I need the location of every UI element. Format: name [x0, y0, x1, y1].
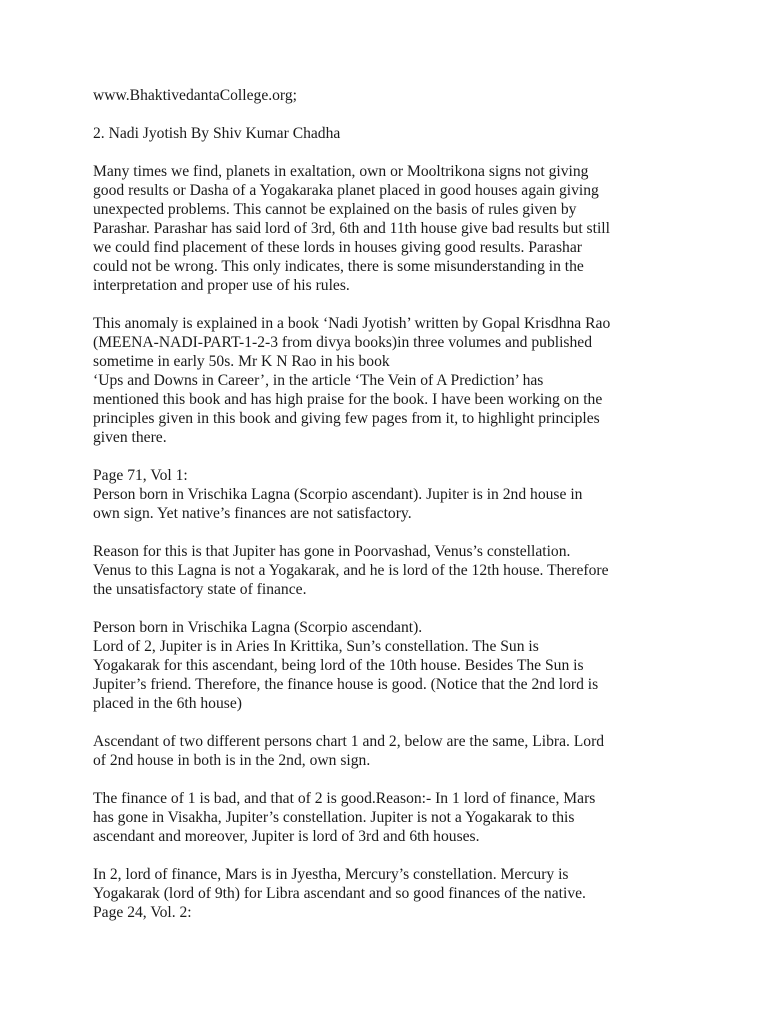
paragraph: [93, 86, 663, 105]
paragraph: [93, 618, 663, 713]
paragraph: [93, 732, 663, 770]
text-line: Person born in Vrischika Lagna (Scorpio ascendant). Jupiter is in 2nd house in: [93, 486, 583, 503]
text-line: This anomaly is explained in a book ‘Nadi Jyotish’ written by Gopal Krisdhna Rao: [93, 315, 611, 332]
text-line: unexpected problems. This cannot be explained on the basis of rules given by: [93, 201, 577, 218]
text-line: could not be wrong. This only indicates, there is some misunderstanding in the: [93, 258, 584, 275]
paragraph: [93, 542, 663, 599]
text-line: good results or Dasha of a Yogakaraka planet placed in good houses again giving: [93, 182, 599, 199]
paragraph: [93, 865, 663, 922]
paragraph: [93, 124, 663, 143]
text-line: ascendant and moreover, Jupiter is lord of 3rd and 6th houses.: [93, 828, 480, 845]
text-line: ‘Ups and Downs in Career’, in the article ‘The Vein of A Prediction’ has: [93, 372, 544, 389]
text-line: own sign. Yet native’s finances are not satisfactory.: [93, 505, 412, 522]
text-line: (MEENA-NADI-PART-1-2-3 from divya books)in three volumes and published: [93, 334, 593, 351]
text-line: mentioned this book and has high praise for the book. I have been working on the: [93, 391, 603, 408]
text-line: sometime in early 50s. Mr K N Rao in his book: [93, 353, 390, 370]
text-line: Parashar. Parashar has said lord of 3rd, 6th and 11th house give bad results but still: [93, 220, 610, 237]
text-line: In 2, lord of finance, Mars is in Jyestha, Mercury’s constellation. Mercury is: [93, 866, 569, 883]
text-line: we could find placement of these lords in houses giving good results. Parashar: [93, 239, 582, 256]
text-line: www.BhaktivedantaCollege.org;: [93, 87, 297, 104]
text-line: The finance of 1 is bad, and that of 2 is good.Reason:- In 1 lord of finance, Mars: [93, 790, 596, 807]
text-line: Jupiter’s friend. Therefore, the finance house is good. (Notice that the 2nd lord is: [93, 676, 599, 693]
text-line: principles given in this book and giving few pages from it, to highlight principles: [93, 410, 600, 427]
text-line: the unsatisfactory state of finance.: [93, 581, 307, 598]
text-line: Page 71, Vol 1:: [93, 467, 188, 484]
text-line: interpretation and proper use of his rules.: [93, 277, 350, 294]
text-line: placed in the 6th house): [93, 695, 242, 712]
text-line: Many times we find, planets in exaltation, own or Mooltrikona signs not giving: [93, 163, 589, 180]
text-line: Ascendant of two different persons chart 1 and 2, below are the same, Libra. Lord: [93, 733, 605, 750]
text-line: Venus to this Lagna is not a Yogakarak, and he is lord of the 12th house. Therefore: [93, 562, 609, 579]
document-body: [93, 86, 663, 941]
paragraph: [93, 314, 663, 447]
paragraph: [93, 466, 663, 523]
text-line: Page 24, Vol. 2:: [93, 904, 192, 921]
text-line: Reason for this is that Jupiter has gone in Poorvashad, Venus’s constellation.: [93, 543, 571, 560]
text-line: Yogakarak (lord of 9th) for Libra ascendant and so good finances of the native.: [93, 885, 586, 902]
text-line: of 2nd house in both is in the 2nd, own sign.: [93, 752, 371, 769]
text-line: Lord of 2, Jupiter is in Aries In Krittika, Sun’s constellation. The Sun is: [93, 638, 539, 655]
text-line: 2. Nadi Jyotish By Shiv Kumar Chadha: [93, 125, 341, 142]
text-line: Yogakarak for this ascendant, being lord of the 10th house. Besides The Sun is: [93, 657, 584, 674]
paragraph: [93, 789, 663, 846]
text-line: has gone in Visakha, Jupiter’s constellation. Jupiter is not a Yogakarak to this: [93, 809, 575, 826]
paragraph: [93, 162, 663, 295]
text-line: Person born in Vrischika Lagna (Scorpio ascendant).: [93, 619, 423, 636]
text-line: given there.: [93, 429, 167, 446]
